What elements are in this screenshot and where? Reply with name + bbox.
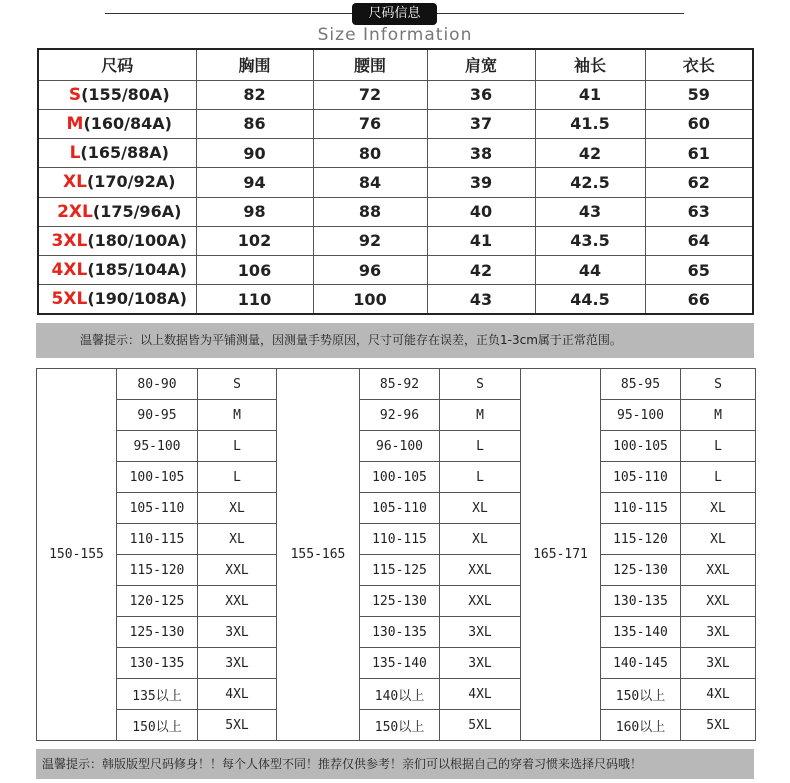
weight-range-cell: 115-125 [360,555,440,586]
weight-range-cell: 115-120 [117,555,198,586]
measurement-cell: 41 [427,226,535,255]
weight-range-cell: 105-110 [601,462,681,493]
weight-range-cell: 105-110 [117,493,198,524]
weight-range-cell: 150以上 [601,679,681,710]
size-spec: (165/88A) [80,143,169,163]
column-header-shoulder: 肩宽 [427,49,535,80]
recommended-size-cell: 5XL [440,710,521,741]
recommended-size-cell: 3XL [198,648,277,679]
size-code: M [66,113,84,134]
measurement-cell: 102 [196,226,313,255]
recommendation-row [37,679,756,710]
fit-note: 温馨提示：韩版版型尺码修身！！每个人体型不同！推荐仅供参考！亲们可以根据自己的穿着习惯来选择尺码哦！ [36,749,754,779]
weight-range-cell: 100-105 [117,462,198,493]
measurement-cell: 36 [427,80,535,109]
header-divider-right [437,13,684,14]
size-label-cell [38,139,196,168]
recommended-size-cell: XXL [440,586,521,617]
recommended-size-cell: L [440,431,521,462]
recommendation-table-body [37,369,756,741]
recommended-size-cell: XL [440,524,521,555]
size-label-cell [38,197,196,226]
recommended-size-cell: 3XL [681,648,756,679]
measurement-cell: 98 [196,197,313,226]
measurement-cell: 64 [645,226,753,255]
size-code: 5XL [51,289,88,310]
size-label-cell [38,226,196,255]
recommended-size-cell: M [440,400,521,431]
recommended-size-cell: 4XL [440,679,521,710]
recommended-size-cell: 4XL [198,679,277,710]
size-row [38,285,753,314]
size-spec: (175/96A) [92,201,182,221]
size-label-cell [38,285,196,314]
recommended-size-cell: XXL [681,555,756,586]
weight-range-cell: 150以上 [360,710,440,741]
weight-range-cell: 130-135 [117,648,198,679]
measurement-cell: 100 [313,285,427,314]
measurement-cell: 60 [645,109,753,138]
weight-range-cell: 135-140 [360,648,440,679]
recommended-size-cell: 3XL [681,617,756,648]
size-spec: (180/100A) [87,230,187,250]
column-header-chest: 胸围 [196,49,313,80]
column-header-sleeve: 袖长 [535,49,645,80]
size-table [37,48,754,315]
weight-range-cell: 130-135 [360,617,440,648]
measurement-cell: 82 [196,80,313,109]
measurement-cell: 65 [645,256,753,285]
weight-range-cell: 95-100 [117,431,198,462]
weight-range-cell: 130-135 [601,586,681,617]
measurement-cell: 92 [313,226,427,255]
page-header [0,0,790,48]
recommended-size-cell: L [198,462,277,493]
size-spec: (170/92A) [86,172,176,192]
size-code: 3XL [51,230,88,251]
weight-range-cell: 140-145 [601,648,681,679]
recommendation-row [37,648,756,679]
measurement-cell: 110 [196,285,313,314]
measurement-cell: 43.5 [535,226,645,255]
measurement-cell: 90 [196,139,313,168]
size-label-cell [38,256,196,285]
recommendation-row [37,431,756,462]
size-table-body [38,80,753,314]
weight-range-cell: 140以上 [360,679,440,710]
size-label-cell [38,80,196,109]
recommended-size-cell: 5XL [681,710,756,741]
weight-range-cell: 85-92 [360,369,440,400]
weight-range-cell: 110-115 [360,524,440,555]
weight-range-cell: 92-96 [360,400,440,431]
weight-range-cell: 90-95 [117,400,198,431]
weight-range-cell: 110-115 [601,493,681,524]
measurement-cell: 44.5 [535,285,645,314]
weight-range-cell: 96-100 [360,431,440,462]
column-header-length: 衣长 [645,49,753,80]
size-label-cell [38,109,196,138]
measurement-cell: 94 [196,168,313,197]
measurement-note: 温馨提示：以上数据皆为平铺测量，因测量手势原因，尺寸可能存在误差，正负1-3cm属于正常范围。 [36,323,754,358]
measurement-cell: 72 [313,80,427,109]
measurement-cell: 42.5 [535,168,645,197]
recommended-size-cell: 3XL [440,617,521,648]
size-spec: (185/104A) [87,260,187,280]
weight-range-cell: 160以上 [601,710,681,741]
recommended-size-cell: XL [198,524,277,555]
measurement-cell: 61 [645,139,753,168]
measurement-cell: 39 [427,168,535,197]
recommended-size-cell: L [681,462,756,493]
weight-range-cell: 125-130 [601,555,681,586]
size-spec: (190/108A) [87,289,187,309]
weight-range-cell: 95-100 [601,400,681,431]
recommended-size-cell: XL [198,493,277,524]
measurement-cell: 80 [313,139,427,168]
measurement-cell: 84 [313,168,427,197]
size-table-header-row [38,49,753,80]
column-header-waist: 腰围 [313,49,427,80]
measurement-cell: 42 [427,256,535,285]
weight-range-cell: 85-95 [601,369,681,400]
measurement-cell: 43 [427,285,535,314]
recommended-size-cell: 3XL [198,617,277,648]
size-spec: (160/84A) [83,113,172,133]
height-range-cell: 155-165 [277,369,360,741]
measurement-cell: 41 [535,80,645,109]
measurement-cell: 86 [196,109,313,138]
measurement-cell: 38 [427,139,535,168]
recommended-size-cell: XXL [198,586,277,617]
size-row [38,168,753,197]
recommended-size-cell: L [681,431,756,462]
recommended-size-cell: S [198,369,277,400]
size-code: XL [63,172,87,193]
size-code: 2XL [57,201,93,222]
measurement-cell: 106 [196,256,313,285]
weight-range-cell: 125-130 [360,586,440,617]
recommended-size-cell: XL [440,493,521,524]
size-code: L [69,143,81,164]
size-row [38,226,753,255]
size-spec: (155/80A) [81,84,170,104]
size-label-cell [38,168,196,197]
recommended-size-cell: M [681,400,756,431]
recommendation-row [37,493,756,524]
weight-range-cell: 115-120 [601,524,681,555]
recommended-size-cell: 4XL [681,679,756,710]
recommendation-row [37,555,756,586]
weight-range-cell: 80-90 [117,369,198,400]
header-divider-left [105,13,352,14]
recommendation-row [37,462,756,493]
measurement-cell: 96 [313,256,427,285]
recommendation-row [37,369,756,400]
measurement-cell: 37 [427,109,535,138]
recommendation-row [37,586,756,617]
recommended-size-cell: 5XL [198,710,277,741]
height-range-cell: 165-171 [521,369,601,741]
measurement-cell: 44 [535,256,645,285]
measurement-cell: 88 [313,197,427,226]
recommendation-row [37,710,756,741]
recommendation-row [37,617,756,648]
header-title: 尺码信息 [352,3,437,25]
measurement-cell: 40 [427,197,535,226]
weight-range-cell: 135以上 [117,679,198,710]
recommended-size-cell: 3XL [440,648,521,679]
column-header-size: 尺码 [38,49,196,80]
weight-range-cell: 150以上 [117,710,198,741]
recommended-size-cell: S [681,369,756,400]
recommended-size-cell: XL [681,524,756,555]
measurement-cell: 76 [313,109,427,138]
size-code: S [68,84,82,105]
weight-range-cell: 135-140 [601,617,681,648]
header-subtitle: Size Information [317,25,473,45]
measurement-cell: 66 [645,285,753,314]
recommendation-table [36,368,756,741]
measurement-cell: 62 [645,168,753,197]
recommended-size-cell: L [440,462,521,493]
size-row [38,256,753,285]
recommended-size-cell: XL [681,493,756,524]
weight-range-cell: 100-105 [360,462,440,493]
recommended-size-cell: XXL [440,555,521,586]
measurement-cell: 63 [645,197,753,226]
recommendation-row [37,400,756,431]
weight-range-cell: 100-105 [601,431,681,462]
recommended-size-cell: L [198,431,277,462]
size-row [38,80,753,109]
measurement-cell: 59 [645,80,753,109]
size-row [38,197,753,226]
measurement-cell: 42 [535,139,645,168]
recommended-size-cell: XXL [198,555,277,586]
weight-range-cell: 120-125 [117,586,198,617]
recommendation-row [37,524,756,555]
weight-range-cell: 110-115 [117,524,198,555]
height-range-cell: 150-155 [37,369,117,741]
size-code: 4XL [51,260,88,281]
size-row [38,139,753,168]
measurement-cell: 41.5 [535,109,645,138]
size-row [38,109,753,138]
recommended-size-cell: S [440,369,521,400]
weight-range-cell: 125-130 [117,617,198,648]
weight-range-cell: 105-110 [360,493,440,524]
recommended-size-cell: M [198,400,277,431]
recommended-size-cell: XXL [681,586,756,617]
measurement-cell: 43 [535,197,645,226]
